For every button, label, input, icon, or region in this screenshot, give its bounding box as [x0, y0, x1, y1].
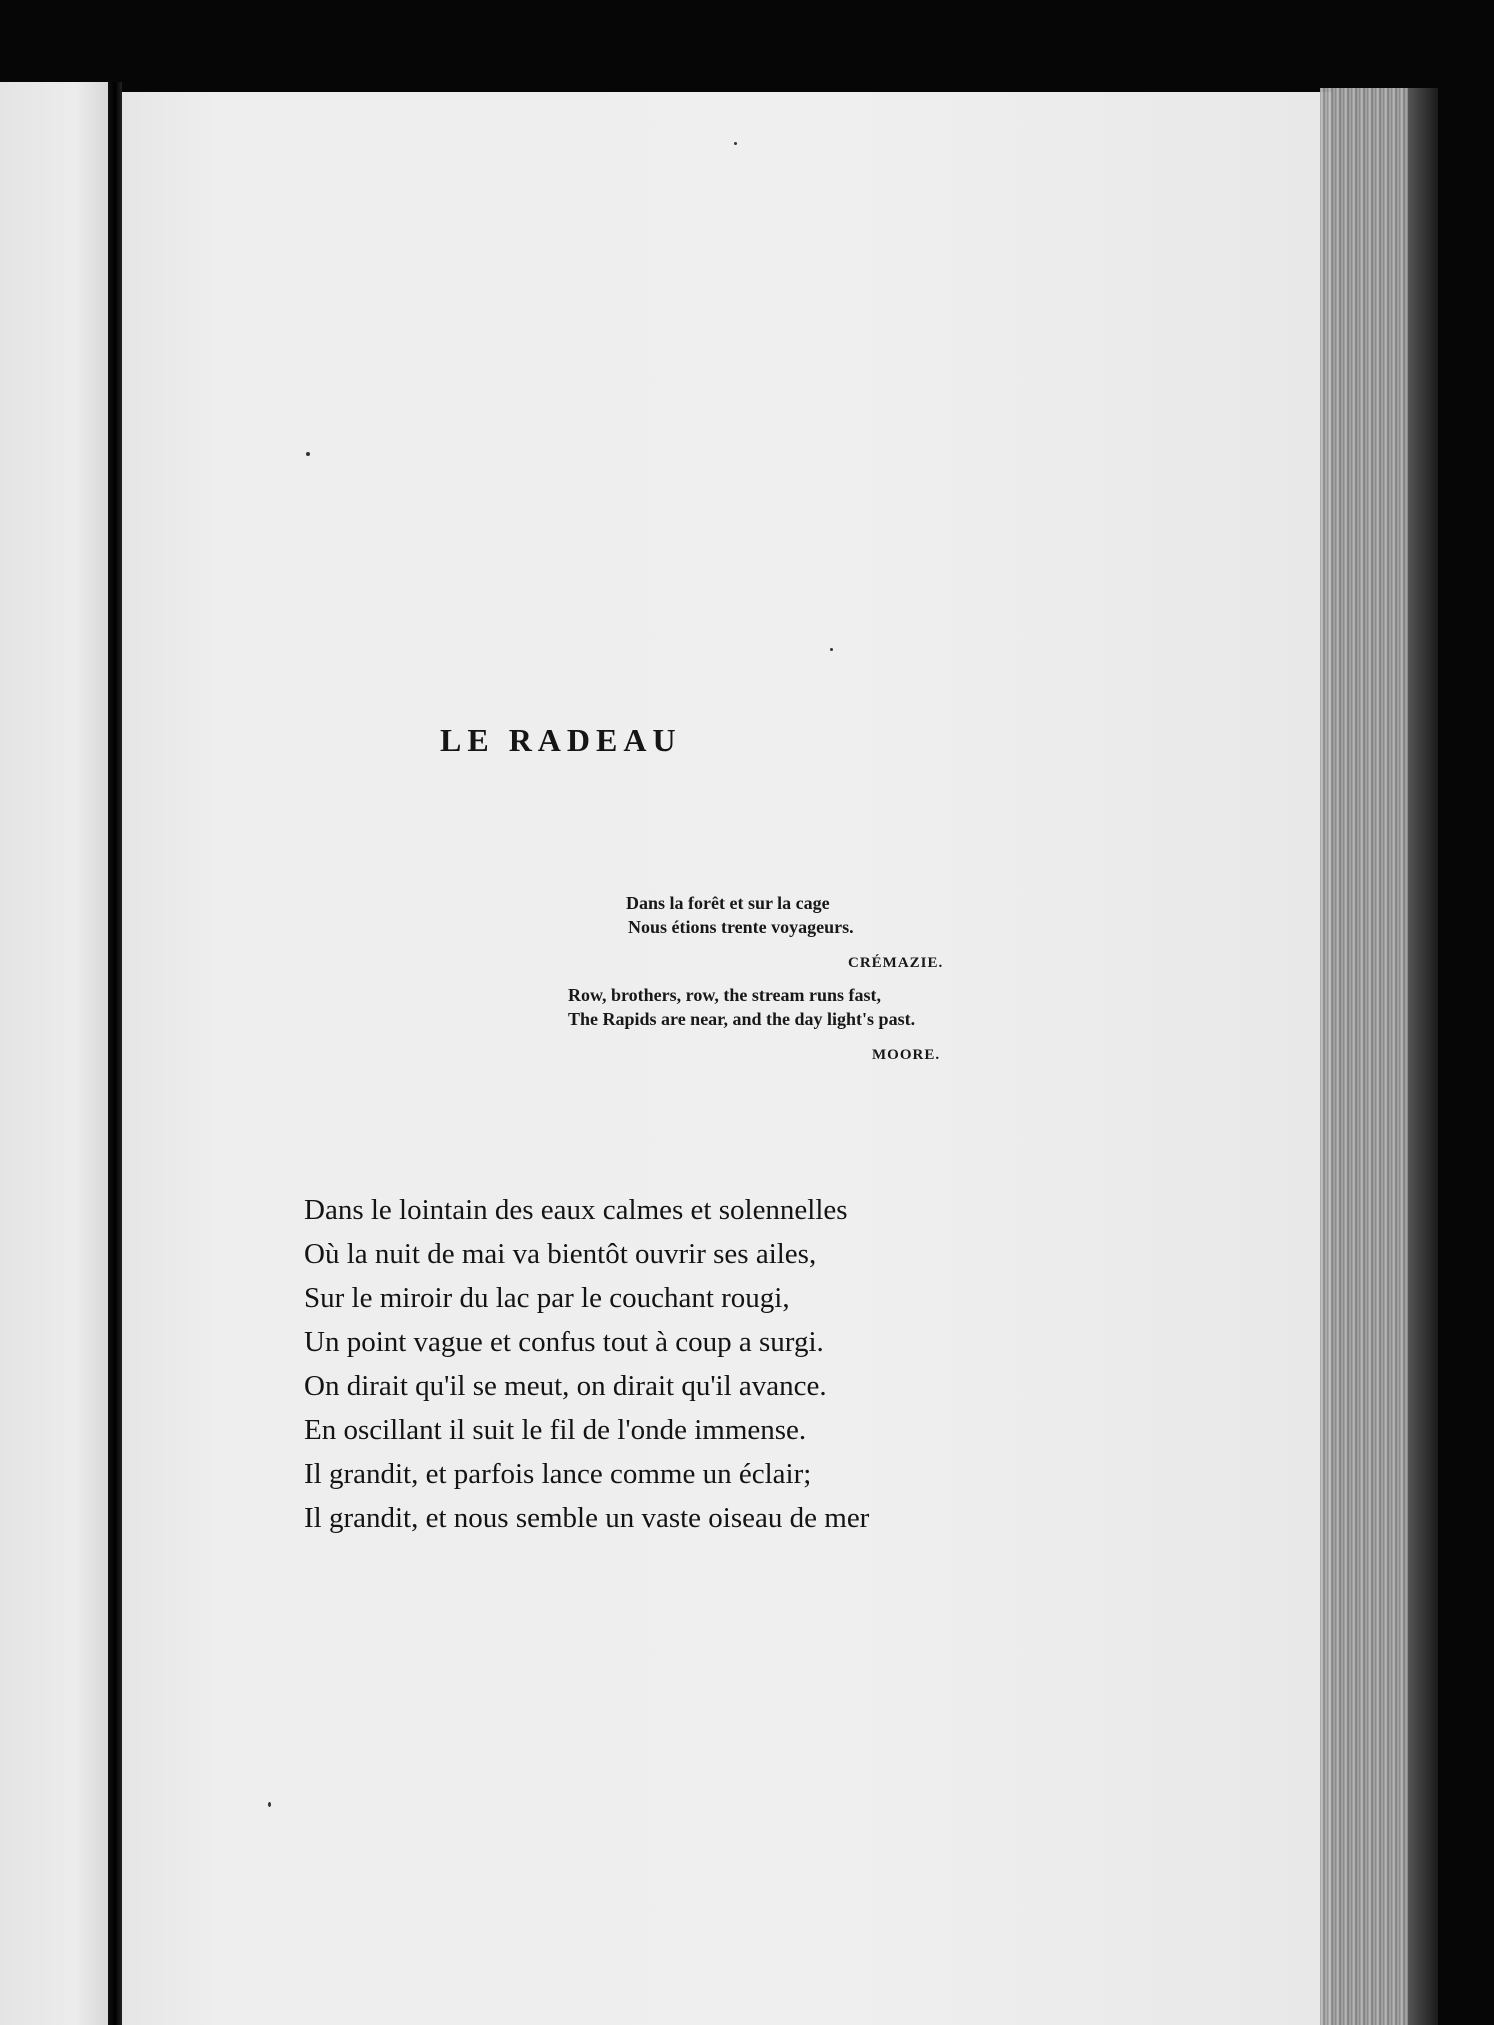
epigraph-line: Dans la forêt et sur la cage: [626, 893, 830, 913]
poem-line: Dans le lointain des eaux calmes et solennelles: [304, 1194, 848, 1226]
epigraph-author: MOORE.: [872, 1047, 941, 1063]
poem-line: Sur le miroir du lac par le couchant rougi,: [304, 1282, 790, 1314]
book-gutter: [108, 82, 122, 2025]
poem-line: Il grandit, et parfois lance comme un éclair;: [304, 1458, 812, 1490]
poem-stanza: [304, 1188, 1024, 1540]
poem-line: En oscillant il suit le fil de l'onde immense.: [304, 1414, 807, 1446]
poem-line: Il grandit, et nous semble un vaste oiseau de mer: [304, 1502, 870, 1534]
dust-speck: [268, 1802, 271, 1807]
dust-speck: [306, 452, 310, 456]
epigraph-line: Nous étions trente voyageurs.: [628, 917, 854, 937]
epigraph-line: The Rapids are near, and the day light's past.: [568, 1009, 916, 1029]
poem-line: Un point vague et confus tout à coup a surgi.: [304, 1326, 824, 1358]
poem-line: Où la nuit de mai va bientôt ouvrir ses ailes,: [304, 1238, 817, 1270]
epigraph-line: Row, brothers, row, the stream runs fast,: [568, 985, 881, 1005]
poem-line: On dirait qu'il se meut, on dirait qu'il avance.: [304, 1370, 827, 1402]
dust-speck: [734, 142, 737, 145]
page-edges-shadow: [1408, 88, 1438, 2025]
page-title: LE RADEAU: [440, 722, 682, 758]
left-facing-page-edge: [0, 82, 108, 2025]
dust-speck: [830, 648, 833, 651]
book-page: [122, 92, 1332, 2025]
epigraph-author: CRÉMAZIE.: [848, 955, 944, 971]
